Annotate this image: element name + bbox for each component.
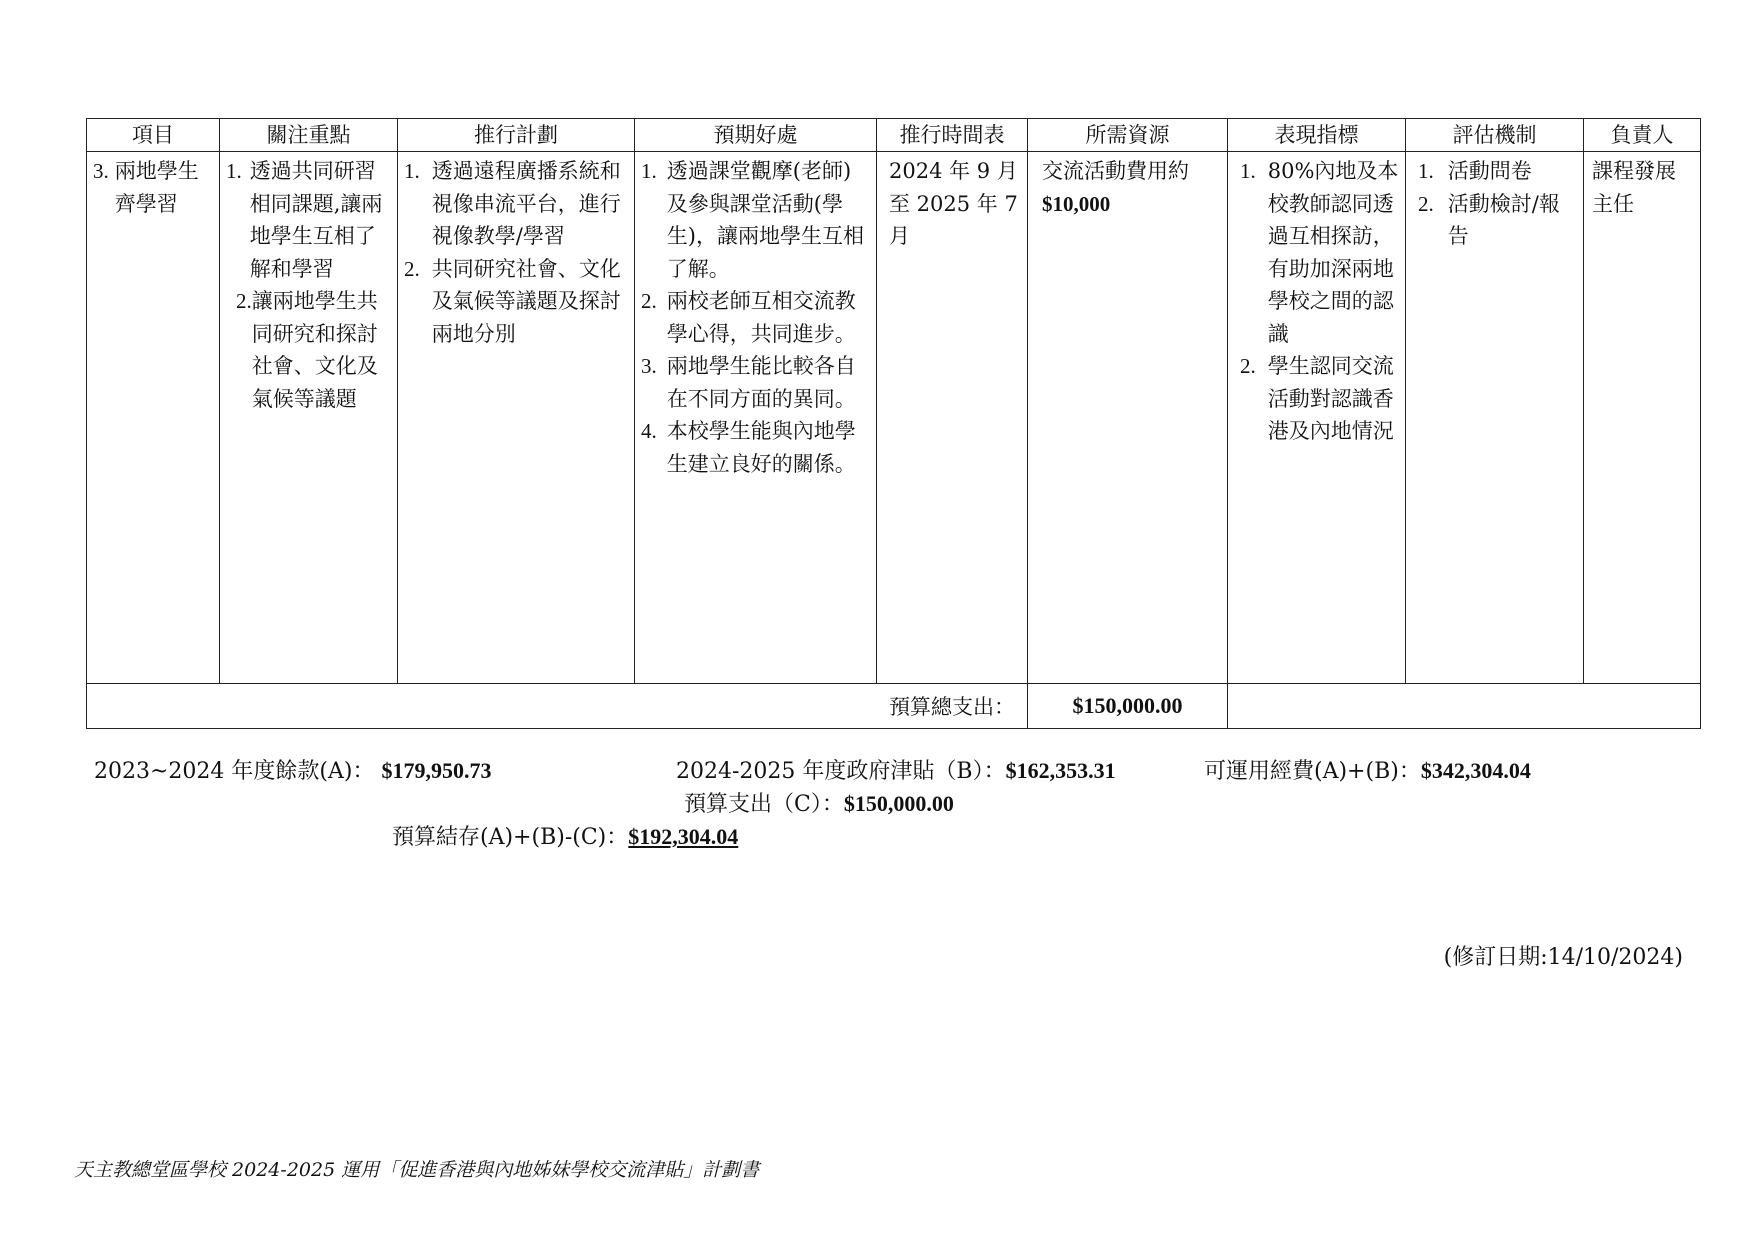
- expense-label: 預算支出（C）：: [684, 792, 844, 817]
- list-item: [641, 415, 870, 480]
- list-number: 1.: [641, 159, 657, 183]
- header-item: 項目: [87, 119, 220, 152]
- available-value: $342,304.04: [1420, 758, 1531, 783]
- list-item: [404, 155, 628, 253]
- list-text: 活動檢討/報告: [1447, 191, 1560, 248]
- list-number: 2.: [1240, 354, 1256, 378]
- list-item: [226, 155, 391, 285]
- owner-cell: 課程發展主任: [1584, 152, 1701, 684]
- header-owner: 負責人: [1584, 119, 1701, 152]
- plan-cell: [398, 152, 635, 684]
- item-number: 3.: [93, 159, 109, 183]
- list-text: 學生認同交流活動對認識香港及內地情況: [1267, 354, 1394, 443]
- expense-line: [684, 787, 954, 818]
- list-item: [1418, 188, 1577, 253]
- list-number: 1.: [1240, 159, 1256, 183]
- list-item: [1240, 350, 1399, 448]
- total-blank-cell: [1228, 684, 1701, 729]
- list-number: 1.: [1418, 159, 1434, 183]
- grant-line: [676, 754, 1116, 785]
- expense-value: $150,000.00: [843, 791, 954, 816]
- header-resources: 所需資源: [1028, 119, 1228, 152]
- grant-value: $162,353.31: [1005, 758, 1116, 783]
- grant-label: 2024-2025 年度政府津貼（B）：: [676, 759, 1006, 784]
- list-text: 本校學生能與內地學生建立良好的關係。: [666, 419, 856, 476]
- list-number: 2.: [404, 256, 420, 281]
- available-line: [1204, 754, 1531, 785]
- total-row: [87, 684, 1701, 729]
- header-plan: 推行計劃: [398, 119, 635, 152]
- list-text: 兩地學生能比較各自在不同方面的異同。: [666, 354, 856, 411]
- plan-table: [86, 118, 1701, 729]
- header-evaluation: 評估機制: [1406, 119, 1584, 152]
- revision-date: (修訂日期:14/10/2024): [1443, 945, 1683, 970]
- list-number: 3.: [641, 354, 657, 378]
- list-number: 2.: [236, 289, 252, 313]
- list-text: 透過共同研習相同課題,讓兩地學生互相了解和學習: [249, 159, 383, 281]
- header-indicators: 表現指標: [1228, 119, 1406, 152]
- balance-label: 預算結存(A)+(B)-(C)：: [392, 825, 629, 850]
- header-focus: 關注重點: [220, 119, 398, 152]
- surplus-label: 2023~2024 年度餘款(A)：: [94, 759, 375, 784]
- list-number: 1.: [404, 159, 420, 183]
- timeline-cell: 2024 年 9 月至 2025 年 7 月: [877, 152, 1028, 684]
- list-item: [641, 285, 870, 350]
- balance-line: [392, 820, 738, 851]
- page-footer: 天主教總堂區學校 2024-2025 運用「促進香港與內地姊妹學校交流津貼」計劃書: [74, 1159, 760, 1181]
- list-number: 2.: [641, 289, 657, 313]
- list-item: [641, 155, 870, 285]
- item-entry: [93, 155, 213, 220]
- balance-value: $192,304.04: [628, 824, 739, 849]
- resources-cell: [1028, 152, 1228, 684]
- list-text: 80%內地及本校教師認同透過互相探訪，有助加深兩地學校之間的認識: [1267, 159, 1399, 346]
- list-item: [1240, 155, 1399, 350]
- evaluation-cell: [1406, 152, 1584, 684]
- list-item: [404, 253, 628, 351]
- header-benefits: 預期好處: [635, 119, 877, 152]
- list-item: [641, 350, 870, 415]
- indicators-cell: [1228, 152, 1406, 684]
- list-number: 1.: [226, 159, 242, 183]
- header-timeline: 推行時間表: [877, 119, 1028, 152]
- list-number: 4.: [641, 419, 657, 443]
- list-number: 2.: [1418, 191, 1434, 216]
- surplus-value: $179,950.73: [381, 758, 492, 783]
- list-item: [226, 285, 391, 415]
- list-text: 兩校老師互相交流教學心得，共同進步。: [666, 289, 856, 346]
- available-label: 可運用經費(A)+(B)：: [1204, 759, 1421, 784]
- benefits-cell: [635, 152, 877, 684]
- header-row: [87, 119, 1701, 152]
- list-text: 活動問卷: [1447, 159, 1532, 183]
- table-row: [87, 152, 1701, 684]
- list-item: [1418, 155, 1577, 188]
- total-label: 預算總支出：: [87, 684, 1028, 729]
- item-text: 兩地學生齊學習: [114, 159, 199, 216]
- resources-text: 交流活動費用約: [1042, 159, 1189, 183]
- list-text: 透過遠程廣播系統和視像串流平台，進行視像教學/學習: [431, 159, 621, 248]
- focus-cell: [220, 152, 398, 684]
- surplus-line: [94, 754, 491, 785]
- item-cell: [87, 152, 220, 684]
- list-text: 共同研究社會、文化及氣候等議題及探討兩地分別: [431, 256, 621, 346]
- total-value: $150,000.00: [1028, 684, 1228, 729]
- list-text: 讓兩地學生共同研究和探討社會、文化及氣候等議題: [251, 289, 378, 411]
- resources-amount: $10,000: [1042, 191, 1111, 216]
- list-text: 透過課堂觀摩(老師)及參與課堂活動(學生)，讓兩地學生互相了解。: [666, 159, 864, 281]
